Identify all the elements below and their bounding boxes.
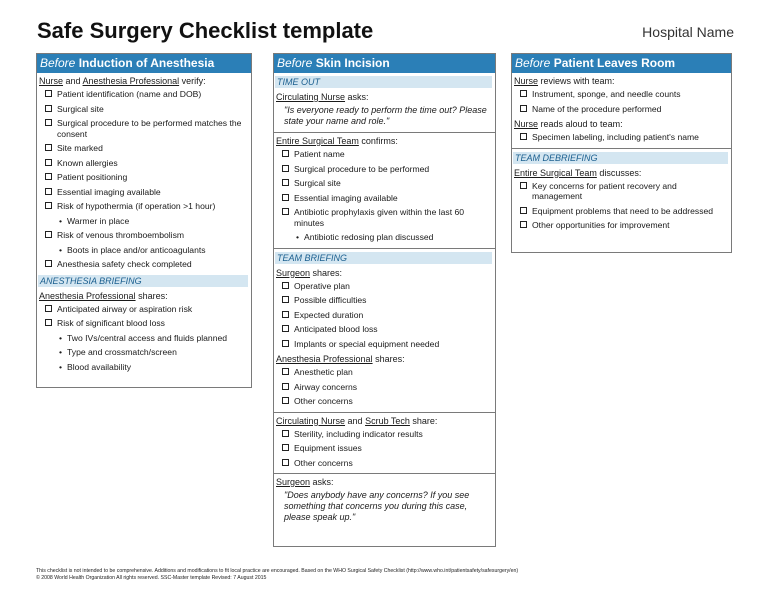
checkbox[interactable] [45,90,52,97]
anesthesia-shares-line: Anesthesia Professional shares: [276,354,405,364]
divider [274,473,495,474]
checkbox[interactable] [282,311,289,318]
checklist-item: Possible difficulties [274,293,495,308]
checklist-item: Anticipated airway or aspiration risk [37,302,251,317]
checkbox[interactable] [282,383,289,390]
role-anesthesia: Anesthesia Professional [82,76,180,86]
role-surgeon: Surgeon [276,267,311,278]
role-circulating-nurse: Circulating Nurse [276,92,346,102]
checklist-item: Implants or special equipment needed [274,337,495,352]
role-scrub-tech: Scrub Tech [365,415,410,426]
team-debriefing-title: TEAM DEBRIEFING [513,152,728,164]
divider [274,132,495,133]
checklist-item: Operative plan [274,279,495,294]
anesthesia-briefing-title: ANESTHESIA BRIEFING [38,275,248,287]
asks-line: Circulating Nurse asks: [276,92,369,102]
sub-bullet: • Warmer in place [59,215,130,226]
checklist-item: Patient name [274,147,495,162]
checklist-item: Other concerns [274,456,495,471]
header-main: Patient Leaves Room [550,56,676,70]
role-surgical-team: Entire Surgical Team [276,136,359,146]
checklist-item: Airway concerns [274,380,495,395]
role-surgeon: Surgeon [276,477,311,487]
checkbox[interactable] [282,325,289,332]
checklist-item: Known allergies [37,156,251,171]
checkbox[interactable] [520,105,527,112]
checkbox[interactable] [45,144,52,151]
checkbox[interactable] [520,221,527,228]
sub-bullet: • Type and crossmatch/screen [59,347,177,357]
checkbox[interactable] [45,260,52,267]
final-quote: "Does anybody have any concerns? If you see something that concerns you during this case, please speak up." [284,490,470,522]
checkbox[interactable] [282,430,289,437]
checkbox[interactable] [45,305,52,312]
checklist-item: Anesthesia safety check completed [37,257,251,272]
role-anesthesia: Anesthesia Professional [276,354,373,364]
role-anesthesia: Anesthesia Professional [39,290,136,301]
divider [512,148,731,149]
checkbox[interactable] [282,194,289,201]
surgeon-asks-line: Surgeon asks: [276,477,334,487]
role-nurse: Nurse [39,76,64,86]
checkbox[interactable] [282,208,289,215]
checklist-item: Surgical site [274,176,495,191]
checklist-item: Risk of significant blood loss [37,316,251,331]
divider [274,412,495,413]
surgeon-shares-line: Surgeon shares: [276,267,343,278]
checklist-item: Instrument, sponge, and needle counts [512,87,731,102]
header-main: Skin Incision [312,56,390,70]
checkbox[interactable] [45,319,52,326]
checklist-item: Equipment issues [274,441,495,456]
checklist-item: Equipment problems that need to be addressed [512,204,731,219]
checklist-item: Other opportunities for improvement [512,218,731,233]
checklist-item: Anticipated blood loss [274,322,495,337]
leaves-room-header [512,54,731,73]
checklist-item: Anesthetic plan [274,365,495,380]
checkbox[interactable] [45,119,52,126]
time-out-title: TIME OUT [275,76,492,88]
skin-incision-column [273,53,496,547]
role-nurse: Nurse [514,119,539,129]
checklist-item: Site marked [37,141,251,156]
checkbox[interactable] [282,179,289,186]
reads-line: Nurse reads aloud to team: [514,119,623,129]
checklist-item: Risk of venous thromboembolism [37,228,251,243]
leaves-room-column [511,53,732,253]
checkbox[interactable] [520,133,527,140]
role-circulating-nurse: Circulating Nurse [276,415,346,426]
footer-copyright: © 2008 World Health Organization All rights reserved. SSC-Master template Revised: 7 August 2015 [36,575,267,581]
reviews-line: Nurse reviews with team: [514,76,615,86]
header-prefix: Before [40,56,76,70]
checkbox[interactable] [282,165,289,172]
checklist-item: Patient identification (name and DOB) [37,87,251,102]
time-out-quote: "Is everyone ready to perform the time out? Please state your name and role." [284,105,487,126]
header-prefix: Before [515,56,551,70]
checkbox[interactable] [520,90,527,97]
checklist-item: Surgical site [37,102,251,117]
induction-column [36,53,252,388]
checkbox[interactable] [45,202,52,209]
skin-incision-header [274,54,495,73]
header-prefix: Before [277,56,313,70]
checkbox[interactable] [282,150,289,157]
circulating-share-line: Circulating Nurse and Scrub Tech share: [276,415,438,426]
confirms-line: Entire Surgical Team confirms: [276,136,398,146]
checklist-item: Antibiotic prophylaxis given within the last 60 minutes [274,205,495,230]
checkbox[interactable] [282,282,289,289]
checkbox[interactable] [45,159,52,166]
checkbox[interactable] [45,105,52,112]
sub-bullet: • Boots in place and/or anticoagulants [59,244,206,255]
role-nurse: Nurse [514,76,539,86]
page-title: Safe Surgery Checklist template [37,18,374,43]
checklist-item: Surgical procedure to be performed [274,162,495,177]
checklist-item: Essential imaging available [37,185,251,200]
checkbox[interactable] [520,182,527,189]
checkbox[interactable] [45,188,52,195]
sub-bullet: • Blood availability [59,361,132,372]
checklist-item: Expected duration [274,308,495,323]
checkbox[interactable] [282,444,289,451]
checkbox[interactable] [45,173,52,180]
divider [274,248,495,249]
checklist-item: Name of the procedure performed [512,102,731,117]
sub-bullet: • Two IVs/central access and fluids planned [59,332,228,343]
checkbox[interactable] [520,207,527,214]
verify-line: Nurse and Anesthesia Professional verify: [39,76,206,86]
checkbox[interactable] [45,231,52,238]
checklist-item: Patient positioning [37,170,251,185]
induction-header [37,54,251,73]
checkbox[interactable] [282,459,289,466]
checklist-item: Other concerns [274,394,495,409]
hospital-name: Hospital Name [642,24,734,40]
shares-line: Anesthesia Professional shares: [39,290,168,301]
checklist-item: Specimen labeling, including patient's name [512,130,731,145]
checkbox[interactable] [282,368,289,375]
sub-bullet: • Antibiotic redosing plan discussed [296,232,434,242]
role-surgical-team: Entire Surgical Team [514,167,597,178]
checklist-item: Surgical procedure to be performed matches the consent [37,116,251,141]
team-briefing-title: TEAM BRIEFING [275,252,492,264]
footer-disclaimer: This checklist is not intended to be comprehensive. Additions and modifications to fit local practice are encouraged. Based on the WHO Surgical Safety Checklist (http://www.who.int/patientsafety/safesurgery/en) [36,568,519,574]
checkbox[interactable] [282,296,289,303]
checklist-item: Essential imaging available [274,191,495,206]
checklist-item: Risk of hypothermia (if operation >1 hour) [37,199,251,214]
checklist-item: Key concerns for patient recovery and management [512,179,731,204]
discusses-line: Entire Surgical Team discusses: [514,167,642,178]
checkbox[interactable] [282,397,289,404]
header-main: Induction of Anesthesia [75,56,215,70]
checklist-item: Sterility, including indicator results [274,427,495,442]
checkbox[interactable] [282,340,289,347]
